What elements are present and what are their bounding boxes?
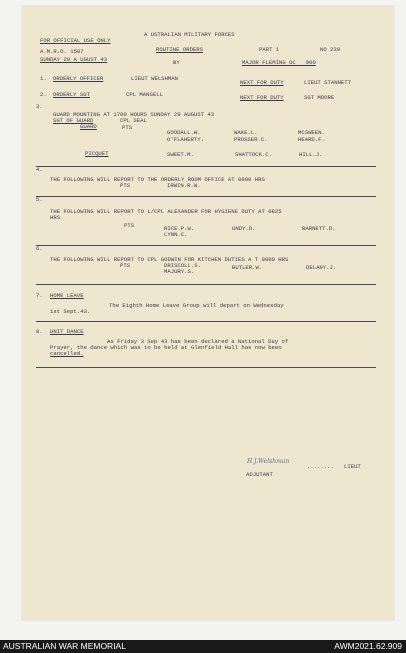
unit-dance-label: UNIT DANCE: [50, 328, 84, 335]
signature-dots: ........: [307, 463, 334, 470]
section-divider: [36, 284, 376, 285]
item-5-number: 5.: [36, 196, 43, 203]
orderly-sgt-label: ORDERLY SGT: [53, 91, 90, 98]
kitchen-pts-label: PTS: [120, 262, 131, 269]
orderly-room-line: THE FOLLOWING WILL REPORT TO THE ORDERLY ROOM OFFICE AT 0800 HRS: [50, 176, 265, 183]
sgt-of-guard-label: SGT OF GUARD: [53, 117, 94, 124]
guard-mounting-line: GUARD MOUNTING AT 1700 HOURS SUNDAY 29 AUGUST 43: [53, 111, 215, 118]
home-leave-date: 1st Sept.43.: [50, 308, 91, 315]
item-6-number: 6.: [36, 245, 43, 252]
guard-name: MCSWEEN.: [298, 129, 325, 136]
item-8-number: 8.: [36, 328, 43, 335]
signatory-role: ADJUTANT: [246, 471, 273, 478]
by-label: BY: [173, 59, 180, 66]
archive-catalogue-id: AWM2021.62.909: [334, 641, 402, 651]
hygiene-pts-label: PTS: [124, 222, 135, 229]
guard-label: GUARD: [80, 123, 97, 130]
kitchen-name: DELANY.J.: [306, 264, 337, 271]
section-divider: [36, 367, 376, 368]
home-leave-label: HOME LEAVE: [50, 292, 84, 299]
hygiene-name: UNDY.D.: [232, 225, 256, 232]
part-label: PART 1: [259, 46, 280, 53]
archive-name: AUSTRALIAN WAR MEMORIAL: [3, 641, 126, 651]
unit-dance-text: cancelled.: [50, 350, 84, 357]
guard-name: GOODALL.W.: [167, 129, 201, 136]
kitchen-duty-line: THE FOLLOWING WILL REPORT TO CPL GODWIN FOR KITCHEN DUTIES A T 0800 HRS: [50, 256, 289, 263]
picquet-name: SHATTOCK.C.: [235, 151, 272, 158]
orderly-sgt-name: CPL MANSELL: [126, 91, 163, 98]
guard-name: HEARD.F.: [298, 136, 325, 143]
amro-reference: A.M.R.O. 1587: [40, 48, 84, 55]
hygiene-duty-line-cont: HRS: [50, 214, 61, 221]
item-7-number: 7.: [36, 292, 43, 299]
order-number: NO 239: [320, 46, 341, 53]
item-1-number: 1.: [40, 75, 47, 82]
item-4-number: 4.: [36, 166, 43, 173]
picquet-name: HILL.J.: [299, 151, 323, 158]
adjutant-signature: H.J.Welshman: [247, 458, 290, 465]
picquet-label: PICQUET: [85, 150, 109, 157]
next-for-duty-label-1: NEXT FOR DUTY: [240, 79, 284, 86]
order-date: SUNDAY 29 A UGUST 43: [40, 56, 108, 63]
official-use-stamp: FOR OFFICIAL USE ONLY: [40, 37, 111, 44]
hygiene-name: BARNETT.D.: [302, 225, 336, 232]
orderly-room-name: IRWIN.R.W.: [167, 182, 201, 189]
next-for-duty-label-2: NEXT FOR DUTY: [240, 94, 284, 101]
unit-dance-text: Prayer, the dance which was to be held at Glenfield Hall has now been: [50, 344, 282, 351]
document-title: A USTRALIAN MILITARY FORCES: [144, 31, 235, 38]
section-divider: [36, 166, 376, 167]
kitchen-name: DRISCOLL.S.: [164, 262, 201, 269]
commanding-officer: MAJOR FLEMING OC 900: [242, 59, 316, 66]
sgt-of-guard-name: CPL SEAL: [120, 117, 147, 124]
hygiene-duty-line: THE FOLLOWING WILL REPORT TO L/CPL ALEXANDER FOR HYGIENE DUTY AT 0825: [50, 208, 282, 215]
guard-pts-label: PTS: [122, 124, 133, 131]
picquet-name: SWEET.M.: [167, 151, 194, 158]
routine-orders-document: [22, 6, 394, 620]
hygiene-name: LYNN.C.: [164, 231, 188, 238]
section-divider: [36, 245, 376, 246]
unit-dance-text: As Friday 3 Sep 43 has been declared a National Day of: [107, 338, 289, 345]
routine-orders-heading: ROUTINE ORDERS: [156, 46, 203, 53]
guard-name: PROSSER.C.: [234, 136, 268, 143]
home-leave-text: The Eighth Home Leave Group will depart on Wednesday: [109, 302, 284, 309]
kitchen-name: BUTLER.W.: [232, 264, 263, 271]
section-divider: [36, 321, 376, 322]
item-3-number: 3.: [36, 103, 43, 110]
guard-name: WAKE.L.: [234, 129, 258, 136]
archive-footer-bar: [0, 640, 406, 653]
orderly-officer-name: LIEUT WELSHMAN: [131, 75, 178, 82]
next-orderly-sgt: SGT MOORE: [304, 94, 335, 101]
item-2-number: 2.: [40, 91, 47, 98]
guard-name: O'FLAHERTY.: [167, 136, 204, 143]
orderly-room-pts-label: PTS: [120, 182, 131, 189]
section-divider: [36, 196, 376, 197]
kitchen-name: MAJURY.S.: [164, 268, 195, 275]
orderly-officer-label: ORDERLY OFFICER: [53, 75, 104, 82]
signatory-rank: LIEUT: [344, 463, 361, 470]
next-orderly-officer: LIEUT STANNETT: [304, 79, 351, 86]
hygiene-name: RICE.P.W.: [164, 225, 195, 232]
